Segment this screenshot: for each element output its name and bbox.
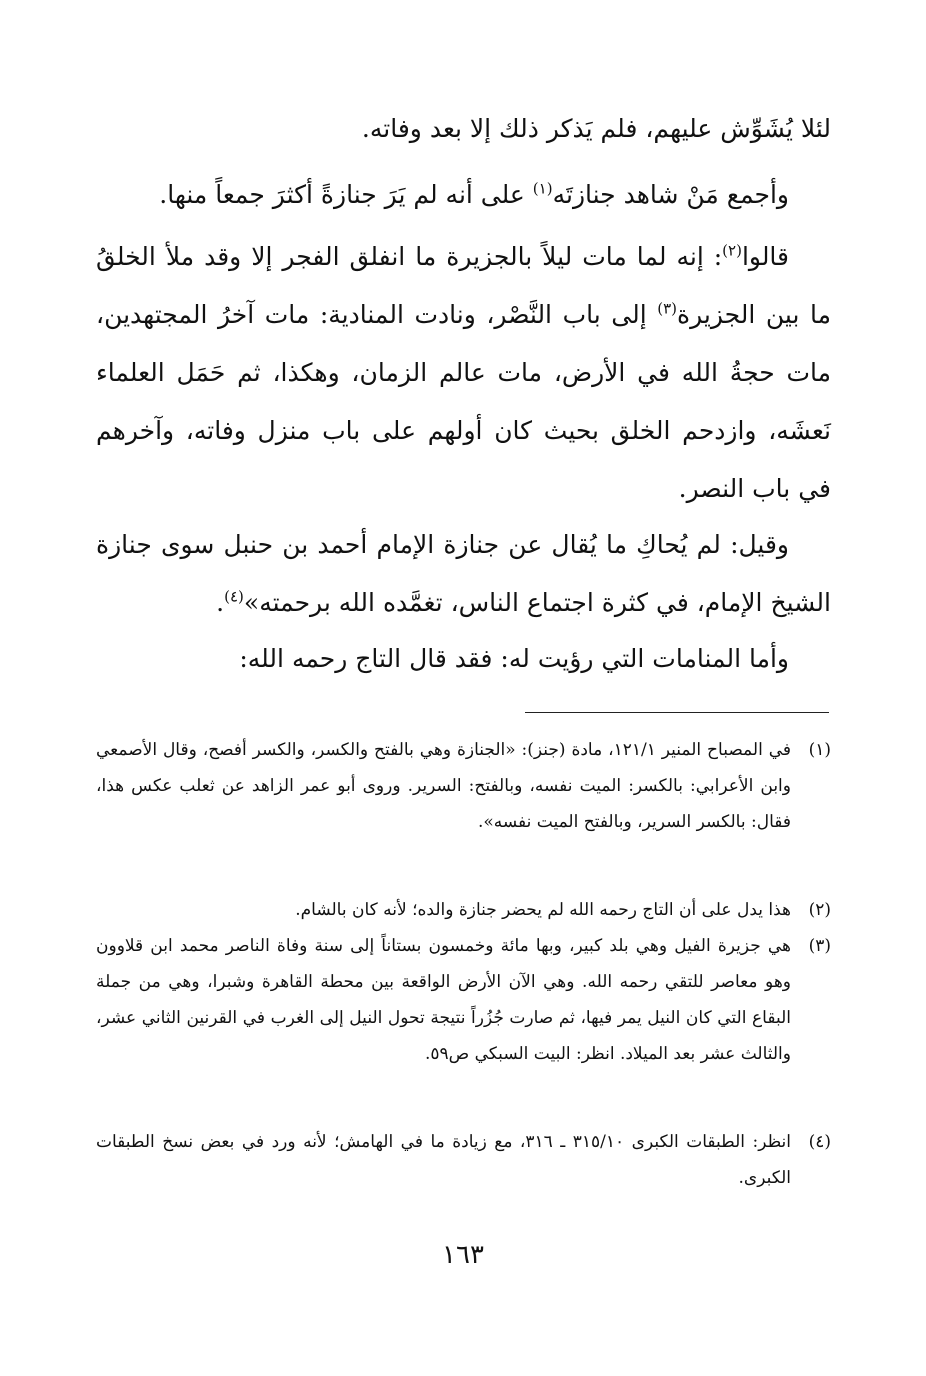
paragraph-4-period: . [216, 588, 225, 617]
paragraph-3 [96, 228, 831, 518]
paragraph-5-text: وأما المنامات التي رؤيت له: فقد قال التاج رحمه الله: [239, 644, 789, 673]
footnote-2-text: هذا يدل على أن التاج رحمه الله لم يحضر جنازة والده؛ لأنه كان بالشام. [295, 900, 791, 920]
paragraph-3-text [96, 228, 831, 518]
paragraph-2-start: وأجمع مَنْ شاهد جنازتَه [552, 180, 789, 209]
paragraph-3-end: إلى باب النَّصْر، ونادت المنادية: مات آخرُ المجتهدين، مات حجةُ الله في الأرض، مات عالم الزمان، وهكذا، ثم حَمَل العلماء نَعشَه، وازدحم الخلق بحيث كان أولهم على باب منزل وفاته، وآخرهم في باب النصر. [96, 300, 831, 503]
footnote-1-text: في المصباح المنير ١٢١/١، مادة (جنز): «الجنازة وهي بالفتح والكسر، والكسر أفصح، وقال الأصمعي وابن الأعرابي: بالكسر: الميت نفسه، وبالفتح: السرير. وروى أبو عمر الزاهد عن ثعلب عكس هذا، فقال: بالكسر السرير، وبالفتح الميت نفسه». [96, 740, 791, 832]
paragraph-3-middle: : إنه لما مات ليلاً بالجزيرة ما انفلق الفجر إلا وقد ملأ الخلقُ ما بين الجزيرة [96, 242, 831, 329]
footnote-divider [525, 712, 829, 713]
paragraph-2-text [96, 166, 831, 224]
footnote-4-text: انظر: الطبقات الكبرى ٣١٥/١٠ ـ ٣١٦، مع زيادة ما في الهامش؛ لأنه ورد في بعض نسخ الطبقات الكبرى. [96, 1132, 791, 1188]
footnote-4-number: (٤) [808, 1132, 831, 1152]
paragraph-2 [96, 166, 831, 224]
paragraph-4-text [96, 516, 831, 632]
paragraph-4-start: وقيل: لم يُحاكِ ما يُقال عن جنازة الإمام أحمد بن حنبل سوى جنازة الشيخ الإمام، في كثرة اجتماع الناس، تغمَّده الله برحمته» [96, 530, 831, 617]
footnote-2 [96, 892, 831, 928]
footnote-3-text: هي جزيرة الفيل وهي بلد كبير، وبها مائة وخمسون بستاناً إلى سنة وفاة الناصر محمد ابن قلاوون وهو معاصر للتقي رحمه الله. وهي الآن الأرض الواقعة بين محطة القاهرة وشبرا، وهي من جملة البقاع التي كان النيل يمر فيها، ثم صارت جُزُراً نتيجة تحول النيل إلى الغرب في القرنين الثاني عشر، والثالث عشر بعد الميلاد. انظر: البيت السبكي ص٥٩. [96, 936, 791, 1064]
paragraph-1 [96, 100, 831, 158]
page-number: ١٦٣ [442, 1240, 484, 1270]
paragraph-4 [96, 516, 831, 632]
footnote-ref-2[interactable]: (٢) [722, 241, 742, 260]
footnote-3 [96, 928, 831, 1072]
footnote-ref-1[interactable]: (١) [532, 179, 553, 198]
paragraph-3-start: قالوا [741, 242, 789, 271]
footnote-ref-4[interactable]: (٤) [224, 587, 244, 606]
paragraph-5 [96, 630, 831, 688]
footnote-4 [96, 1124, 831, 1196]
footnote-3-number: (٣) [808, 936, 831, 956]
paragraph-1-text: لئلا يُشَوِّش عليهم، فلم يَذكر ذلك إلا بعد وفاته. [361, 114, 831, 143]
footnote-2-number: (٢) [808, 900, 831, 920]
footnote-1 [96, 732, 831, 840]
footnote-ref-3[interactable]: (٣) [657, 299, 677, 318]
paragraph-2-end: على أنه لم يَرَ جنازةً أكثرَ جمعاً منها. [159, 180, 525, 209]
footnote-1-number: (١) [808, 740, 831, 760]
